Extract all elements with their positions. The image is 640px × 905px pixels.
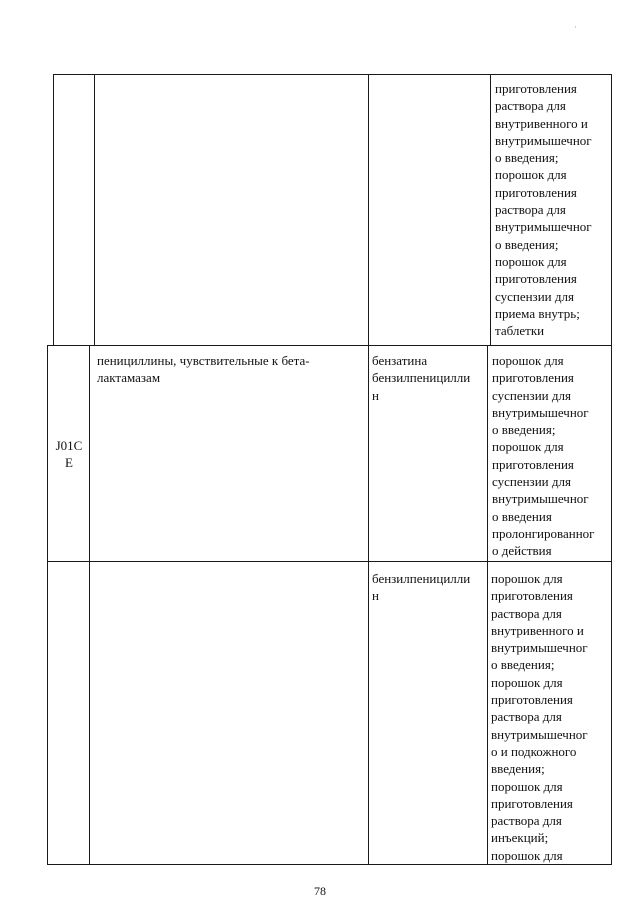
col-border-right xyxy=(611,74,612,865)
row2-atc-code: J01C E xyxy=(55,438,83,470)
row3-forms: порошок для приготовления раствора для внутривенного и внутримышечног о введения; порошок для приготовления раствора для внутримышечног о и подкожного введения; порошок для приготовления раствора для инъекций; порошок для xyxy=(491,571,588,863)
col-border-left xyxy=(53,74,54,346)
row3-drug: бензилпеницилли н xyxy=(372,571,471,604)
col-border-1-lower xyxy=(89,345,90,865)
page-number: 78 xyxy=(314,884,326,898)
table-top-border xyxy=(53,74,612,75)
table-bottom-border xyxy=(47,864,612,865)
col-border-3 xyxy=(490,74,491,346)
row2-group: пенициллины, чувствительные к бета- лактамазам xyxy=(97,353,310,386)
corner-mark: · xyxy=(574,22,577,32)
col-border-1 xyxy=(94,74,95,346)
col-border-left-lower xyxy=(47,345,48,865)
row2-forms: порошок для приготовления суспензии для внутримышечног о введения; порошок для приготовления суспензии для внутримышечног о введения пролонгированног о действия xyxy=(492,353,595,559)
row1-forms: приготовления раствора для внутривенного и внутримышечног о введения; порошок для приготовления раствора для внутримышечног о введения; порошок для приготовления суспензии для приема внутрь; таблетки xyxy=(495,81,592,339)
row-divider-2 xyxy=(47,561,612,562)
col-border-3-lower xyxy=(487,345,488,865)
col-border-2 xyxy=(368,74,369,865)
row2-drug: бензатина бензилпеницилли н xyxy=(372,353,471,403)
row-divider-1 xyxy=(47,345,612,346)
